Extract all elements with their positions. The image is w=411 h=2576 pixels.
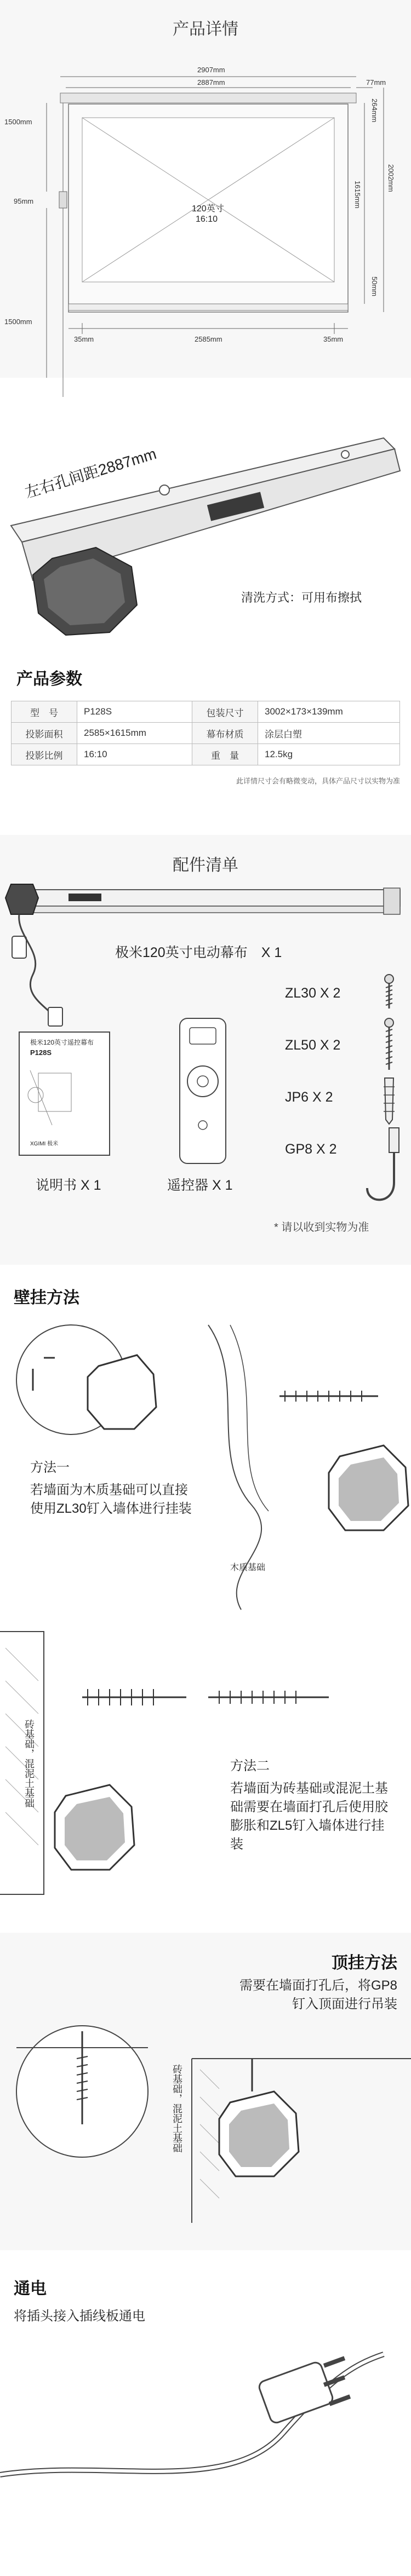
gp8-hook-icon	[362, 1128, 406, 1210]
wall-wood-label: 木质基础	[230, 1563, 266, 1572]
product-detail-title: 产品详情	[173, 20, 238, 38]
acc-remote-label: 遥控器 X 1	[167, 1178, 233, 1193]
acc-jp6: JP6 X 2	[285, 1090, 333, 1105]
acc-gp8: GP8 X 2	[285, 1142, 337, 1157]
table-row	[12, 723, 400, 744]
power-title: 通电	[14, 2280, 47, 2298]
clean-method-label: 清洗方式：可用布擦拭	[241, 591, 362, 604]
ceiling-brick-label: 砖基础，混泥土基础	[172, 2064, 182, 2153]
screen-dimension-diagram	[0, 0, 411, 378]
screen-size-label: 120英寸	[192, 204, 224, 214]
wall-method2-label: 方法二	[230, 1759, 270, 1773]
spec-table	[11, 701, 400, 765]
zl30-screw-icon	[378, 975, 400, 1013]
wall-brick-label: 砖基础，混泥土基础	[24, 1719, 35, 1808]
dim-2002: 2002mm	[387, 164, 395, 192]
hole-spacing-label: 左右孔间距2887mm	[22, 445, 158, 502]
spec-key: 包装尺寸	[192, 701, 258, 723]
ceiling-desc: 需要在墙面打孔后，将GP8钉入顶面进行吊装	[239, 1978, 397, 2012]
wall-method1-desc: 若墙面为木质基础可以直接使用ZL30钉入墙体进行挂装	[30, 1483, 192, 1516]
ceiling-title: 顶挂方法	[332, 1954, 397, 1972]
spec-value: 16:10	[77, 744, 192, 765]
spec-key: 重 量	[192, 744, 258, 765]
spec-key: 型 号	[12, 701, 77, 723]
manual-model: P128S	[30, 1048, 52, 1057]
dim-77: 77mm	[366, 78, 386, 87]
dim-35-left: 35mm	[74, 335, 94, 343]
acc-screen-item: 极米120英寸电动幕布 X 1	[115, 945, 282, 960]
dim-95: 95mm	[14, 197, 34, 205]
ceiling-illustration	[0, 2015, 411, 2245]
spec-value: 2585×1615mm	[77, 723, 192, 744]
params-note: 此详情尺寸会有略微变动，具体产品尺寸以实物为准	[236, 777, 400, 785]
wall-title: 壁挂方法	[14, 1289, 79, 1307]
spec-key: 幕布材质	[192, 723, 258, 744]
zl50-screw-icon	[378, 1018, 400, 1073]
screen-ratio-label: 16:10	[196, 215, 218, 224]
acc-zl50: ZL50 X 2	[285, 1038, 341, 1053]
acc-manual-label: 说明书 X 1	[36, 1178, 101, 1193]
dim-2887: 2887mm	[197, 78, 225, 87]
acc-note: * 请以收到实物为准	[274, 1221, 369, 1234]
spec-key: 投影比例	[12, 744, 77, 765]
wall-method2-illustration	[0, 1632, 411, 1894]
dim-1615: 1615mm	[353, 181, 362, 209]
dim-50: 50mm	[370, 276, 379, 297]
spec-value: 涂层白塑	[258, 723, 400, 744]
dim-1500-bottom: 1500mm	[4, 318, 32, 326]
spec-value: P128S	[77, 701, 192, 723]
spec-value: 3002×173×139mm	[258, 701, 400, 723]
wall-method2-desc: 若墙面为砖基础或混泥土基础需要在墙面打孔后使用胶膨胀和ZL5钉入墙体进行挂装	[230, 1781, 388, 1852]
table-row	[12, 744, 400, 765]
dim-264: 264mm	[370, 99, 379, 123]
acc-zl30: ZL30 X 2	[285, 986, 341, 1001]
screen-casing-illustration	[0, 416, 411, 646]
params-title: 产品参数	[16, 670, 82, 688]
accessories-title: 配件清单	[173, 856, 238, 874]
jp6-anchor-icon	[378, 1076, 400, 1125]
dim-2907: 2907mm	[197, 66, 225, 74]
spec-value: 12.5kg	[258, 744, 400, 765]
dim-1500-top: 1500mm	[4, 118, 32, 126]
manual-title: 极米120英寸遥控幕布	[30, 1039, 94, 1046]
manual-booklet	[14, 1029, 118, 1161]
dim-2585: 2585mm	[195, 335, 222, 343]
remote-control	[175, 1016, 230, 1169]
wall-method1-label: 方法一	[30, 1460, 70, 1475]
dim-35-right: 35mm	[323, 335, 344, 343]
power-plug-illustration	[0, 2332, 411, 2576]
manual-brand: XGIMI 极米	[30, 1141, 59, 1147]
table-row	[12, 701, 400, 723]
spec-key: 投影面积	[12, 723, 77, 744]
power-desc: 将插头接入插线板通电	[14, 2309, 145, 2324]
